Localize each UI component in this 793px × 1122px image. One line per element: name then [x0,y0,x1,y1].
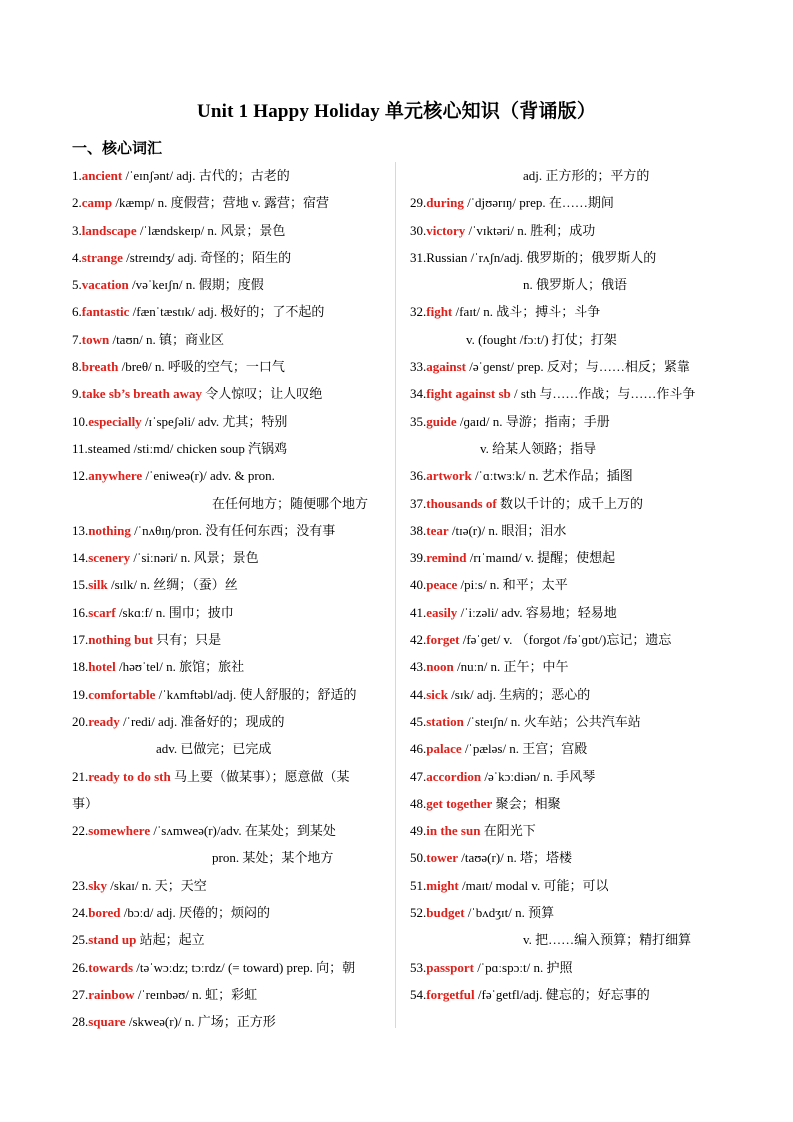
entry-definition: /ˈlændskeɪp/ n. 风景；景色 [136,222,286,238]
entry-definition: /fænˈtæstɪk/ adj. 极好的；了不起的 [129,304,325,320]
vocab-entry [72,844,384,871]
entry-number: 25. [72,932,89,948]
vocab-entry [72,353,384,380]
vocab-entry [410,653,722,680]
vocab-word: easily [426,604,458,620]
vocab-word: landscape [81,222,137,238]
vocab-entry [72,462,384,489]
vocab-entry [410,380,722,407]
entry-definition: /taʊə(r)/ n. 塔；塔楼 [458,850,573,866]
vocab-entry [72,162,384,189]
entry-definition: 站起；起立 [136,932,205,948]
entry-number: 36. [410,468,427,484]
vocab-word: comfortable [88,686,156,702]
vocab-word: vacation [81,277,129,293]
vocab-word: fight [426,304,453,320]
entry-number: 54. [410,986,427,1002]
entry-definition: /streɪndʒ/ adj. 奇怪的；陌生的 [122,249,292,265]
entry-number: 30. [410,222,427,238]
entry-definition: /ˈdjʊərɪŋ/ prep. 在……期间 [463,195,614,211]
entry-number: 12. [72,468,89,484]
entry-definition: 数以千计的；成千上万的 [496,495,643,511]
vocab-entry [72,735,384,762]
vocab-word: ready to do sth [88,768,171,784]
entry-definition: 在阳光下 [480,823,536,839]
entry-definition: /ˈsʌmweə(r)/adv. 在某处；到某处 [150,823,336,839]
vocab-entry [410,899,722,926]
vocab-word: forget [426,632,460,648]
vocab-entry [72,408,384,435]
entry-number: 42. [410,632,427,648]
vocab-entry [72,544,384,571]
entry-number: 43. [410,659,427,675]
entry-definition: /vəˈkeɪʃn/ n. 假期；度假 [128,277,264,293]
vocab-entry [410,189,722,216]
vocab-column-left [72,162,384,1036]
vocab-entry [410,790,722,817]
vocab-entry [72,626,384,653]
entry-number: 21. [72,768,89,784]
entry-definition: adj. 正方形的；平方的 [523,168,650,183]
vocab-entry [410,981,722,1008]
vocab-word: especially [88,413,142,429]
vocab-entry [72,517,384,544]
entry-definition: /maɪt/ modal v. 可能；可以 [458,877,609,893]
entry-number: 2. [72,195,82,211]
vocab-entry [410,872,722,899]
entry-number: 18. [72,659,89,675]
vocab-entry [72,899,384,926]
entry-number: 24. [72,905,89,921]
entry-definition: /bɔːd/ adj. 厌倦的；烦闷的 [120,905,271,921]
entry-definition: /ˈpɑːspɔːt/ n. 护照 [473,959,573,975]
column-divider [395,162,396,1028]
entry-definition: 令人惊叹；让人叹绝 [202,386,323,402]
entry-number: 34. [410,386,427,402]
vocab-entry [72,571,384,598]
vocab-word: nothing [88,522,131,538]
entry-number: 20. [72,713,89,729]
vocab-word: sky [88,877,108,893]
vocab-word: tower [426,850,459,866]
entry-number: 5. [72,277,82,293]
vocab-entry [72,708,384,735]
entry-definition: /skɑːf/ n. 围巾；披巾 [115,604,234,620]
entry-number: 50. [410,850,427,866]
vocab-entry [72,490,384,517]
vocab-entry [410,244,722,271]
entry-definition: /faɪt/ n. 战斗；搏斗；斗争 [452,304,601,320]
entry-definition: /əˈɡenst/ prep. 反对；与……相反；紧靠 [465,359,690,375]
vocab-word: square [88,1014,126,1030]
entry-number: 48. [410,795,427,811]
entry-definition: /skaɪ/ n. 天；天空 [107,877,207,893]
entry-number: 32. [410,304,427,320]
entry-number: 31.Russian /ˈrʌʃn/adj. 俄罗斯的；俄罗斯人的 [410,249,657,265]
entry-definition: /fəˈgetfl/adj. 健忘的；好忘事的 [474,986,650,1002]
entry-number: 10. [72,413,89,429]
entry-definition: /ɡaɪd/ n. 导游；指南；手册 [456,413,610,429]
entry-definition: / sth 与……作战；与……作斗争 [510,386,696,402]
entry-definition: /ˈkʌmftəbl/adj. 使人舒服的；舒适的 [155,686,357,702]
vocab-entry [410,763,722,790]
vocab-word: passport [426,959,474,975]
entry-number: 44. [410,686,427,702]
entry-definition: /ˈredi/ adj. 准备好的；现成的 [119,713,285,729]
entry-definition: /həʊˈtel/ n. 旅馆；旅社 [115,659,245,675]
entry-definition: /kæmp/ n. 度假营；营地 v. 露营；宿营 [112,195,330,211]
vocab-entry [72,244,384,271]
entry-definition: /ˈeniweə(r)/ adv. & pron. [142,468,275,484]
entry-definition: 马上要（做某事）；愿意做（某 [170,768,350,784]
entry-number: 14. [72,550,89,566]
vocab-column-right [410,162,722,1008]
entry-number: 23. [72,877,89,893]
vocab-word: camp [81,195,113,211]
vocab-entry [410,298,722,325]
vocab-word: accordion [426,768,482,784]
vocab-word: somewhere [88,823,151,839]
vocab-word: fantastic [81,304,130,320]
vocab-entry [410,353,722,380]
vocab-entry [410,326,722,353]
vocab-word: fight against sb [426,386,511,402]
vocab-entry [410,708,722,735]
vocab-entry [410,544,722,571]
vocab-entry [72,954,384,981]
entry-number: 17. [72,632,89,648]
entry-definition: pron. 某处；某个地方 [212,850,334,866]
entry-definition: 事） [72,795,99,811]
entry-definition: 只有；只是 [152,632,222,648]
entry-definition: /rɪˈmaɪnd/ v. 提醒；使想起 [466,550,616,566]
entry-definition: v. 给某人领路；指导 [480,440,597,456]
vocab-entry [72,817,384,844]
vocab-word: town [81,331,110,347]
entry-number: 33. [410,359,427,375]
entry-definition: /sɪlk/ n. 丝绸；（蚕）丝 [107,577,238,593]
vocab-entry [72,681,384,708]
vocab-word: peace [426,577,458,593]
vocab-entry [410,571,722,598]
vocab-entry [72,790,384,817]
vocab-word: strange [81,249,123,265]
entry-number: 53. [410,959,427,975]
vocab-word: stand up [88,932,137,948]
page-title: Unit 1 Happy Holiday 单元核心知识（背诵版） [196,101,597,122]
entry-definition: /ˈɑːtwɜːk/ n. 艺术作品；插图 [471,468,633,484]
entry-number: 41. [410,604,427,620]
entry-number: 4. [72,249,82,265]
entry-definition: adv. 已做完；已完成 [156,741,272,757]
vocab-entry [410,926,722,953]
vocab-word: might [426,877,459,893]
vocab-word: get together [426,795,493,811]
entry-number: 29. [410,195,427,211]
entry-definition: /fəˈɡet/ v. （forgot /fəˈɡɒt/)忘记；遗忘 [459,632,672,648]
vocab-entry [72,981,384,1008]
entry-definition: /əˈkɔːdiən/ n. 手风琴 [481,768,596,784]
vocab-entry [410,735,722,762]
vocab-word: budget [426,905,465,921]
vocab-entry [72,189,384,216]
entry-number: 35. [410,413,427,429]
vocab-word: silk [88,577,108,593]
vocab-word: thousands of [426,495,497,511]
vocab-entry [410,599,722,626]
entry-number: 3. [72,222,82,238]
vocab-entry [410,162,722,189]
vocab-entry [410,681,722,708]
entry-number: 19. [72,686,89,702]
entry-number: 26. [72,959,89,975]
vocab-entry [72,763,384,790]
vocab-word: palace [426,741,462,757]
entry-number: 6. [72,304,82,320]
entry-number: 49. [410,823,427,839]
vocab-entry [410,626,722,653]
vocab-word: scarf [88,604,116,620]
vocab-entry [410,408,722,435]
entry-definition: /nuːn/ n. 正午；中午 [453,659,569,675]
vocab-entry [410,462,722,489]
entry-definition: /ˈiːzəli/ adv. 容易地；轻易地 [457,604,617,620]
entry-definition: /ˈsteɪʃn/ n. 火车站；公共汽车站 [463,713,641,729]
vocab-entry [72,872,384,899]
entry-definition: v. (fought /fɔːt/) 打仗；打架 [466,331,617,347]
entry-number: 9. [72,386,82,402]
vocab-entry [72,599,384,626]
entry-number: 22. [72,823,89,839]
entry-definition: /sɪk/ adj. 生病的；恶心的 [447,686,591,702]
entry-definition: /skweə(r)/ n. 广场；正方形 [125,1014,276,1030]
vocab-word: scenery [88,550,131,566]
vocab-word: guide [426,413,457,429]
entry-definition: /ˈreɪnbəʊ/ n. 虹；彩虹 [134,986,258,1002]
vocab-word: noon [426,659,454,675]
vocab-word: during [426,195,464,211]
vocab-word: ancient [81,168,123,183]
vocab-word: anywhere [88,468,143,484]
vocab-word: bored [88,905,121,921]
vocab-entry [410,954,722,981]
vocab-word: towards [88,959,134,975]
entry-number: 39. [410,550,427,566]
entry-number: 40. [410,577,427,593]
vocab-entry [72,298,384,325]
entry-definition: /ˈbʌdʒɪt/ n. 预算 [464,905,555,921]
entry-definition: v. 把……编入预算；精打细算 [523,932,692,948]
vocab-word: breath [81,359,119,375]
vocab-entry [410,517,722,544]
entry-number: 27. [72,986,89,1002]
vocab-entry [410,490,722,517]
entry-number: 8. [72,359,82,375]
entry-number: 13. [72,522,89,538]
entry-definition: /taʊn/ n. 镇；商业区 [109,331,224,347]
vocab-word: tear [426,522,449,538]
vocab-word: sick [426,686,448,702]
entry-definition: /ˈeɪnʃənt/ adj. 古代的；古老的 [122,168,290,183]
entry-definition: /ɪˈspeʃəli/ adv. 尤其；特别 [141,413,288,429]
vocab-word: station [426,713,464,729]
vocab-entry [410,844,722,871]
entry-number: 7. [72,331,82,347]
vocab-entry [410,217,722,244]
entry-definition: /təˈwɔːdz; tɔːrdz/ (= toward) prep. 向；朝 [133,959,356,975]
entry-definition: /ˈvɪktəri/ n. 胜利；成功 [465,222,596,238]
vocab-entry [72,653,384,680]
entry-definition: /ˈsiːnəri/ n. 风景；景色 [130,550,259,566]
vocab-entry [72,271,384,298]
vocab-entry [410,271,722,298]
section-heading: 一、核心词汇 [72,141,163,157]
vocab-word: forgetful [426,986,475,1002]
entry-number: 1. [72,168,82,183]
vocab-entry [410,817,722,844]
vocab-word: nothing but [88,632,153,648]
entry-definition: /ˈnʌθɪŋ/pron. 没有任何东西；没有事 [130,522,336,538]
entry-definition: 聚会；相聚 [492,795,561,811]
vocab-word: rainbow [88,986,135,1002]
vocab-entry [410,435,722,462]
entry-number: 45. [410,713,427,729]
entry-definition: /tɪə(r)/ n. 眼泪；泪水 [448,522,567,538]
vocab-entry [72,380,384,407]
entry-number: 15. [72,577,89,593]
entry-number: 16. [72,604,89,620]
entry-number: 51. [410,877,427,893]
entry-definition: n. 俄罗斯人；俄语 [523,277,628,293]
entry-definition: /breθ/ n. 呼吸的空气；一口气 [118,359,285,375]
vocab-entry [72,326,384,353]
entry-number: 47. [410,768,427,784]
entry-number: 28. [72,1014,89,1030]
vocab-word: take sb’s breath away [81,386,203,402]
entry-number: 52. [410,905,427,921]
entry-number: 46. [410,741,427,757]
entry-number: 11.steamed /stiːmd/ chicken soup 汽锅鸡 [72,440,288,456]
entry-number: 38. [410,522,427,538]
vocab-word: ready [88,713,120,729]
vocab-word: victory [426,222,466,238]
vocab-word: in the sun [426,823,481,839]
entry-definition: /ˈpæləs/ n. 王宫；宫殿 [461,741,588,757]
vocab-word: remind [426,550,467,566]
vocab-word: hotel [88,659,116,675]
vocab-entry [72,217,384,244]
vocab-word: artwork [426,468,472,484]
entry-definition: 在任何地方；随便哪个地方 [212,495,369,511]
entry-number: 37. [410,495,427,511]
vocab-word: against [426,359,466,375]
entry-definition: /piːs/ n. 和平；太平 [457,577,568,593]
vocab-entry [72,1008,384,1035]
vocab-entry [72,435,384,462]
vocab-entry [72,926,384,953]
